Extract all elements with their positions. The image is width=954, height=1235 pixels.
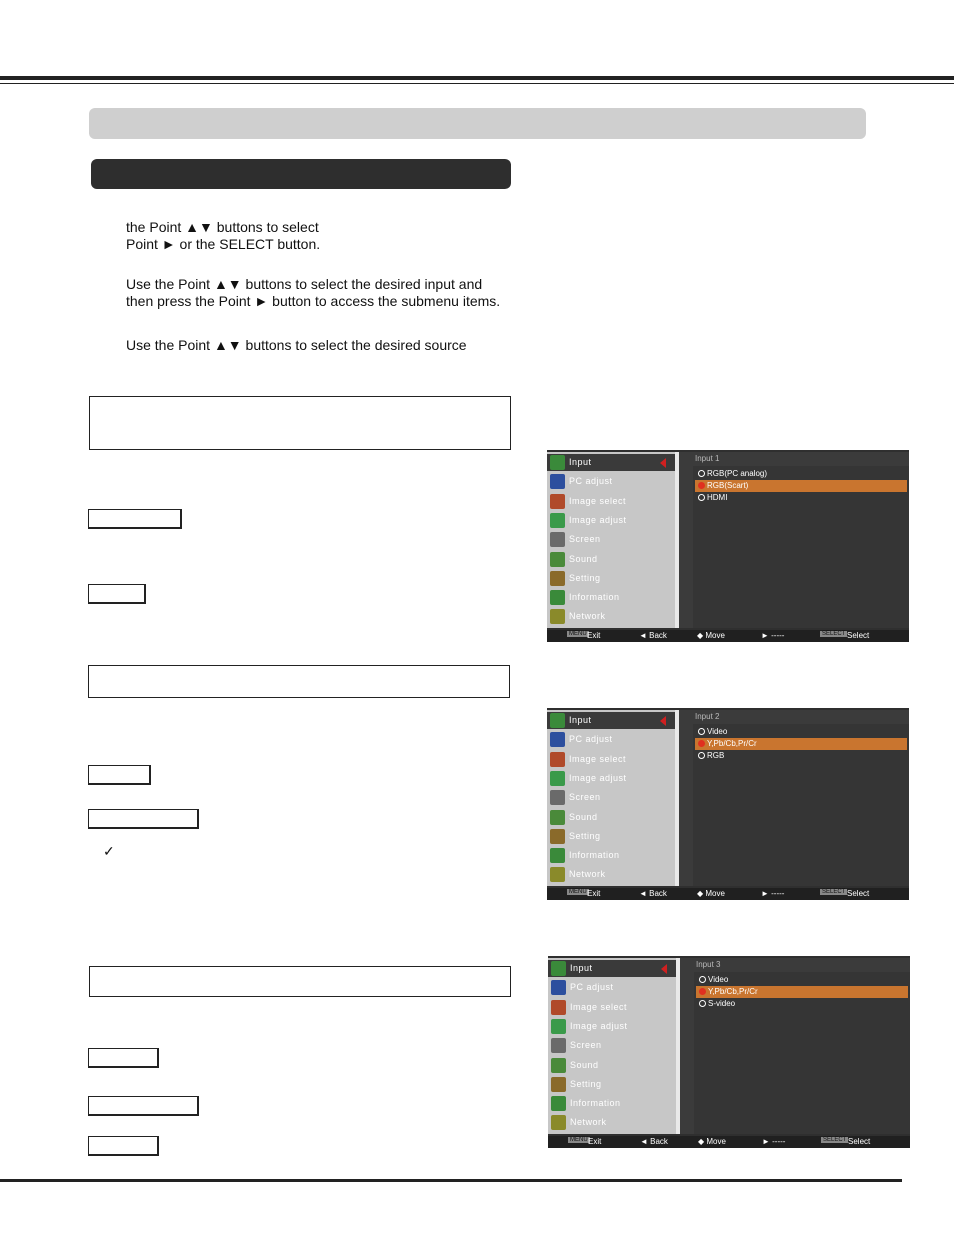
submenu-option[interactable] bbox=[695, 726, 907, 738]
input1-tag-b bbox=[88, 584, 146, 604]
footer-exit: Exit bbox=[587, 631, 601, 640]
submenu-option-label: Video bbox=[708, 975, 729, 984]
radio-icon bbox=[698, 740, 705, 747]
step-text-3: Use the Point ▲▼ buttons to select the desired input and bbox=[126, 276, 483, 292]
submenu-option-label: HDMI bbox=[707, 493, 728, 502]
menu-item-pc-adjust[interactable] bbox=[547, 731, 675, 748]
input2-tag-b bbox=[88, 809, 199, 829]
setting-icon bbox=[550, 829, 565, 844]
footer-back: ◄ Back bbox=[640, 1137, 668, 1146]
footer-select: Select bbox=[847, 631, 870, 640]
sound-icon bbox=[550, 552, 565, 567]
menu-item-pc-adjust[interactable] bbox=[547, 473, 675, 490]
menu-item-information[interactable] bbox=[547, 847, 675, 864]
setting-icon bbox=[551, 1077, 566, 1092]
input-icon bbox=[551, 961, 566, 976]
submenu-panel bbox=[680, 958, 910, 1134]
radio-icon bbox=[698, 470, 705, 477]
radio-icon bbox=[698, 494, 705, 501]
screen-icon bbox=[551, 1038, 566, 1053]
menu-item-label: Input bbox=[569, 715, 592, 725]
screen-icon bbox=[550, 790, 565, 805]
menu-item-label: PC adjust bbox=[569, 476, 613, 487]
select-key-icon: SELECT bbox=[822, 631, 846, 637]
input-icon bbox=[550, 713, 565, 728]
submenu-option-label: S-video bbox=[708, 999, 736, 1008]
osd-menu-input1 bbox=[547, 450, 909, 642]
menu-item-label: Image adjust bbox=[569, 772, 627, 783]
menu-item-label: Screen bbox=[569, 534, 601, 545]
step-text-2: Point ► or the SELECT button. bbox=[126, 236, 321, 252]
menu-item-setting[interactable] bbox=[547, 570, 675, 587]
menu-item-label: PC adjust bbox=[570, 982, 614, 993]
menu-key-icon: MENU bbox=[569, 631, 587, 637]
selected-arrow-icon bbox=[660, 458, 666, 468]
menu-item-label: Screen bbox=[570, 1040, 602, 1051]
menu-item-label: Information bbox=[570, 1098, 621, 1109]
menu-item-label: Network bbox=[570, 1117, 607, 1128]
menu-item-pc-adjust[interactable] bbox=[548, 979, 676, 996]
menu-key-icon: MENU bbox=[569, 889, 587, 895]
check-icon: ✓ bbox=[103, 843, 115, 859]
footer-select: Select bbox=[847, 889, 870, 898]
pc-adjust-icon bbox=[550, 474, 565, 489]
submenu-title: Input 3 bbox=[696, 960, 721, 969]
footer-move: ◆ Move bbox=[697, 631, 725, 640]
input1-box bbox=[89, 396, 511, 450]
menu-item-input[interactable] bbox=[547, 454, 675, 471]
step-text-4: then press the Point ► button to access the submenu items. bbox=[126, 293, 501, 309]
submenu-list bbox=[693, 466, 909, 628]
menu-item-label: Sound bbox=[570, 1059, 599, 1070]
menu-item-sound[interactable] bbox=[548, 1057, 676, 1074]
menu-item-screen[interactable] bbox=[547, 789, 675, 806]
screen-icon bbox=[550, 532, 565, 547]
input2-tag-a bbox=[88, 765, 151, 785]
sound-icon bbox=[551, 1058, 566, 1073]
top-rule bbox=[0, 76, 954, 80]
osd-footer bbox=[548, 1136, 910, 1148]
input3-box bbox=[89, 966, 511, 997]
footer-exit: Exit bbox=[588, 1137, 602, 1146]
input3-tag-b bbox=[88, 1096, 199, 1116]
menu-item-image-adjust[interactable] bbox=[548, 1018, 676, 1035]
input3-tag-a bbox=[88, 1048, 159, 1068]
submenu-option-label: Y,Pb/Cb,Pr/Cr bbox=[707, 739, 757, 748]
menu-item-label: Setting bbox=[569, 830, 601, 841]
step-text-5: Use the Point ▲▼ buttons to select the desired source bbox=[126, 337, 467, 353]
menu-item-label: Network bbox=[569, 869, 606, 880]
submenu-option[interactable] bbox=[695, 738, 907, 750]
radio-icon bbox=[699, 976, 706, 983]
footer-back: ◄ Back bbox=[639, 631, 667, 640]
menu-panel bbox=[548, 958, 676, 1134]
footer-next: ► ----- bbox=[762, 1137, 786, 1146]
setting-icon bbox=[550, 571, 565, 586]
pc-adjust-icon bbox=[550, 732, 565, 747]
menu-panel bbox=[547, 710, 675, 886]
sound-icon bbox=[550, 810, 565, 825]
submenu-option-label: Video bbox=[707, 727, 728, 736]
information-icon bbox=[550, 848, 565, 863]
heading-bar bbox=[91, 159, 511, 189]
bottom-rule bbox=[0, 1179, 902, 1182]
menu-item-label: Screen bbox=[569, 792, 601, 803]
menu-item-label: Setting bbox=[569, 572, 601, 583]
submenu-option[interactable] bbox=[695, 750, 907, 762]
network-icon bbox=[550, 867, 565, 882]
menu-item-label: Setting bbox=[570, 1078, 602, 1089]
menu-item-image-select[interactable] bbox=[547, 751, 675, 768]
submenu-option-label: RGB bbox=[707, 751, 725, 760]
osd-footer bbox=[547, 630, 909, 642]
input-icon bbox=[550, 455, 565, 470]
submenu-list bbox=[694, 972, 910, 1134]
menu-item-image-adjust[interactable] bbox=[547, 770, 675, 787]
submenu-option-label: RGB(Scart) bbox=[707, 481, 749, 490]
network-icon bbox=[550, 609, 565, 624]
osd-menu-input3 bbox=[548, 956, 910, 1148]
input1-tag-a bbox=[88, 509, 182, 529]
radio-icon bbox=[699, 988, 706, 995]
pc-adjust-icon bbox=[551, 980, 566, 995]
menu-item-label: Input bbox=[569, 457, 592, 467]
menu-item-information[interactable] bbox=[548, 1095, 676, 1112]
step-text-1: the Point ▲▼ buttons to select bbox=[126, 219, 319, 235]
footer-next: ► ----- bbox=[761, 889, 785, 898]
submenu-option[interactable] bbox=[695, 480, 907, 492]
menu-item-network[interactable] bbox=[547, 866, 675, 883]
menu-item-label: PC adjust bbox=[569, 734, 613, 745]
radio-icon bbox=[698, 728, 705, 735]
footer-next: ► ----- bbox=[761, 631, 785, 640]
footer-back: ◄ Back bbox=[639, 889, 667, 898]
image-adjust-icon bbox=[550, 513, 565, 528]
image-adjust-icon bbox=[550, 771, 565, 786]
footer-exit: Exit bbox=[587, 889, 601, 898]
submenu-option[interactable] bbox=[696, 974, 908, 986]
select-key-icon: SELECT bbox=[823, 1137, 847, 1143]
menu-item-image-adjust[interactable] bbox=[547, 512, 675, 529]
menu-item-network[interactable] bbox=[548, 1114, 676, 1131]
menu-item-label: Image select bbox=[569, 753, 627, 764]
submenu-option[interactable] bbox=[696, 986, 908, 998]
input3-tag-c bbox=[88, 1136, 159, 1156]
osd-footer bbox=[547, 888, 909, 900]
select-key-icon: SELECT bbox=[822, 889, 846, 895]
menu-item-sound[interactable] bbox=[547, 809, 675, 826]
menu-item-label: Information bbox=[569, 592, 620, 603]
menu-item-label: Sound bbox=[569, 811, 598, 822]
submenu-option[interactable] bbox=[695, 468, 907, 480]
image-adjust-icon bbox=[551, 1019, 566, 1034]
menu-item-image-select[interactable] bbox=[548, 999, 676, 1016]
selected-arrow-icon bbox=[661, 964, 667, 974]
submenu-panel bbox=[679, 452, 909, 628]
image-select-icon bbox=[550, 752, 565, 767]
footer-move: ◆ Move bbox=[697, 889, 725, 898]
network-icon bbox=[551, 1115, 566, 1130]
menu-item-label: Image select bbox=[570, 1001, 628, 1012]
section-bar bbox=[89, 108, 866, 139]
menu-item-label: Image adjust bbox=[570, 1020, 628, 1031]
input2-box bbox=[88, 665, 510, 698]
menu-item-input[interactable] bbox=[547, 712, 675, 729]
menu-item-label: Sound bbox=[569, 553, 598, 564]
radio-icon bbox=[699, 1000, 706, 1007]
submenu-title: Input 2 bbox=[695, 712, 720, 721]
selected-arrow-icon bbox=[660, 716, 666, 726]
submenu-option-label: Y,Pb/Cb,Pr/Cr bbox=[708, 987, 758, 996]
submenu-option[interactable] bbox=[695, 492, 907, 504]
image-select-icon bbox=[551, 1000, 566, 1015]
information-icon bbox=[551, 1096, 566, 1111]
menu-item-sound[interactable] bbox=[547, 551, 675, 568]
menu-item-label: Network bbox=[569, 611, 606, 622]
information-icon bbox=[550, 590, 565, 605]
osd-menu-input2 bbox=[547, 708, 909, 900]
menu-item-setting[interactable] bbox=[548, 1076, 676, 1093]
submenu-title: Input 1 bbox=[695, 454, 720, 463]
image-select-icon bbox=[550, 494, 565, 509]
submenu-panel bbox=[679, 710, 909, 886]
menu-panel bbox=[547, 452, 675, 628]
top-rule-thin bbox=[0, 83, 954, 84]
footer-move: ◆ Move bbox=[698, 1137, 726, 1146]
submenu-option-label: RGB(PC analog) bbox=[707, 469, 768, 478]
submenu-list bbox=[693, 724, 909, 886]
menu-item-network[interactable] bbox=[547, 608, 675, 625]
menu-item-label: Input bbox=[570, 963, 593, 973]
menu-item-image-select[interactable] bbox=[547, 493, 675, 510]
footer-select: Select bbox=[848, 1137, 871, 1146]
menu-item-label: Information bbox=[569, 850, 620, 861]
submenu-option[interactable] bbox=[696, 998, 908, 1010]
radio-icon bbox=[698, 752, 705, 759]
menu-item-label: Image adjust bbox=[569, 514, 627, 525]
menu-item-screen[interactable] bbox=[547, 531, 675, 548]
menu-item-screen[interactable] bbox=[548, 1037, 676, 1054]
menu-item-setting[interactable] bbox=[547, 828, 675, 845]
radio-icon bbox=[698, 482, 705, 489]
menu-item-input[interactable] bbox=[548, 960, 676, 977]
menu-item-label: Image select bbox=[569, 495, 627, 506]
menu-key-icon: MENU bbox=[570, 1137, 588, 1143]
menu-item-information[interactable] bbox=[547, 589, 675, 606]
